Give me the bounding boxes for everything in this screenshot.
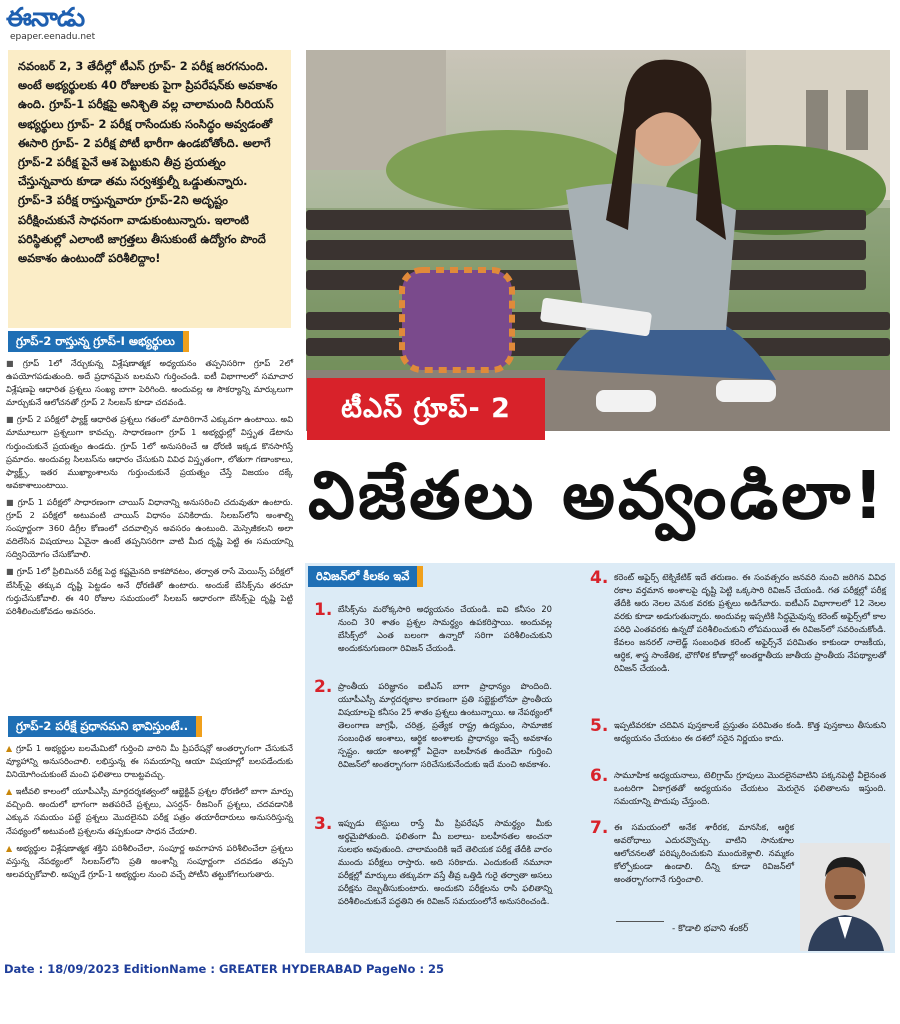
revision-item: ప్రాంతీయ పరిజ్ఞానం ఐటీఎస్ బాగా ప్రాధాన్యం పొందింది. యూపీఎస్సీ మార్గదర్శకాల కారణంగా ప్రతి సబ్జెక్టులోనూ ప్రాంతీయ విషయాలపై కనీసం 25 శాతం ప్రశ్నలు ఉంటున్నాయి. ఆ నేపథ్యంలో తెలంగాణ జాగ్రఫీ, చరిత్ర, ప్రత్యేక రాష్ట్ర ఉద్యమం, సామాజిక సంబంధిత అంశాలు, ఆర్థిక అంశాలకు ప్రాధాన్యం ఇచ్చే అవకాశం స్పష్టం. ఆయా అంశాల్లో ఏదైనా బలహీనత ఉందేమో గుర్తించి రివిజన్‌లో అంతర్భాగంగా సరిచేసుకునేందుకు ఇదే మంచి అవకాశం. xyxy=(338,681,552,769)
student-photo xyxy=(306,50,890,431)
revision-item: ఇప్పుడు టెస్టులు రాస్తే మీ ప్రిపరేషన్ సామర్థ్యం మీకు అర్థమైపోతుంది. ఫలితంగా మీ బలాలు- బలహీనతల అంచనా సులభం అవుతుంది. చాలామందికి ఇదే తెలియక పరీక్ష తేదీకి వారం ముందు పరీక్షలు రాస్తారు. అది సరికాదు. ఎందుకంటే నమూనా పరీక్షల్లో మార్కులు తక్కువగా వస్తే తీవ్ర ఒత్తిడి గురై తర్వాతా అసలు పరీక్షను దెబ్బతీసుకుంటారు. అందుకని పరీక్షలను రాసి ఫలితాన్ని పరిశీలించుకునే పద్ధతిని ఈ రివిజన్ సమయంలోనే అనుసరించండి. xyxy=(338,818,552,906)
author-photo xyxy=(800,843,890,951)
author-divider xyxy=(616,921,664,922)
series-tag: టీఎస్ గ్రూప్- 2 xyxy=(307,378,545,440)
section2-body xyxy=(6,742,293,954)
revision-number: 7. xyxy=(590,818,609,838)
revision-item: బేసిక్స్‌ను మరోక్కసారి అధ్యయనం చేయండి. ఐవి కనీసం 20 నుంచి 30 శాతం ప్రశ్నల సామర్థ్యం ఉపకరిస్తాయి. అందువల్ల బేసిక్స్‌లో ఎంత బలంగా ఉన్నారో సరిగా పరిశీలించుకుని అందుకనుగుణంగా రివిజన్ చేయండి. xyxy=(338,604,552,653)
revision-number: 2. xyxy=(314,677,333,697)
revision-number: 5. xyxy=(590,716,609,736)
masthead-logo[interactable] xyxy=(6,4,116,44)
section2-para: ▲ అభ్యర్థుల విశ్లేషణాత్మక శక్తిని పరిశీలించేలా, సంపూర్ణ అవగాహన పరిశీలించేలా ప్రశ్నలు వస్తున్న నేపథ్యంలో సిలబస్‌లోని ప్రతి అంశాన్నీ సంపూర్ణంగా చదవడం తప్పని అలవర్చుకోవాలి. అప్పుడే గ్రూప్-1 అభ్యర్థుల నుంచి వచ్చే పోటీని తట్టుకోగలుగుతారు. xyxy=(6,842,293,879)
edition-footer: Date : 18/09/2023 EditionName : GREATER HYDERABAD PageNo : 25 xyxy=(4,962,445,976)
section2-para: ▲ గ్రూప్ 1 అభ్యర్థుల బలమేమిటో గుర్తించి వారిని మీ ప్రిపరేషన్లో అంతర్భాగంగా చేసుకునే వ్యూహాన్ని అనుసరించాలి. లభిస్తున్న ఈ సమయాన్ని ఆయా విషయాల్లో బలపడేందుకు వినియోగించుకుంటే మంచి ఫలితాలు రాబట్టవచ్చు. xyxy=(6,743,294,780)
section1-para: ■ గ్రూప్ 1లో ప్రిలిమినరీ పరీక్ష పెద్ద కష్టమైనది కాకపోవటం, తర్వాత రాసే మెయిన్స్ పరీక్షలో బేసిక్స్‌పై తక్కువ దృష్టి పెట్టడం అనే ధోరణితో ఉంటారు. అందుకే బేసిక్స్‌ను తరచూ గుర్తుచేసుకోవాలి. ఈ 40 రోజుల సమయంలో సిలబస్ ఆధారంగా బేసిక్స్‌పై దృష్టి పెట్టి పరిశీలించుకోవడం అవసరం. xyxy=(6,566,294,616)
section2-title: గ్రూప్-2 పరీక్షే ప్రధానమని భావిస్తుంటే.. xyxy=(8,716,196,737)
revision-number: 4. xyxy=(590,568,609,588)
revision-item: సామూహిక అధ్యయనాలు, టెలిగ్రామ్ గ్రూపులు మొదలైనవాటిని పక్కనపెట్టి వీలైనంత ఒంటరిగా ఏకాగ్రతతో అధ్యయనం చేయటం మెరుగైన ఫలితాలను ఇస్తుంది. సమయాన్ని పొదుపు చేస్తుంది. xyxy=(614,770,886,806)
logo-text: ఈనాడు xyxy=(6,3,85,33)
section1-title: గ్రూప్-2 రాస్తున్న గ్రూప్-I అభ్యర్థులు xyxy=(8,331,183,352)
section2-para: ▲ ఇటీవలి కాలంలో యూపీఎస్సీ మార్గదర్శకత్వంలో ఆబ్జెక్టివ్ ప్రశ్నల ధోరణిలో బాగా మార్పు వచ్చింది. అందులో భాగంగా జతపరిచే ప్రశ్నలు, ఎసర్షన్- రీజనింగ్ ప్రశ్నలు, చదవడానికి ఎక్కువ సమయం పట్టే ప్రశ్నలు మొదలైనవి పరీక్ష పత్రం తయారీదారులు అనుసరిస్తున్న నేపథ్యంలో అటువంటి ప్రశ్నలను తప్పకుండా సాధన చేయాలి. xyxy=(6,786,294,836)
revision-number: 3. xyxy=(314,814,333,834)
revision-title: రివిజన్‌లో కీలకం ఇవే xyxy=(308,566,417,587)
headline: విజేతలు అవ్వండిలా! xyxy=(308,457,887,534)
section1-body xyxy=(6,357,293,637)
revision-item: ఈ సమయంలో అనేక శారీరక, మానసిక, ఆర్థిక అవరోధాలు ఎదురవ్వొచ్చు. వాటిని సానుకూల ఆలోచనలతో పరిష్కరించుకుని ముందుకెళ్లాలి. నమ్మకం కోల్పోకుండా ఉండాలి. దీన్ని కూడా రివిజన్‌లో అంతర్భాగంగానే గుర్తించాలి. xyxy=(614,822,794,884)
revision-item: కరెంట్ అఫైర్స్ టెక్నికేటిక్ ఇదే తరుణం. ఈ సంవత్సరం జనవరి నుంచి జరిగిన వివిధ రకాల వర్తమాన అంశాలపై దృష్టి పెట్టి ఒక్కసారి రివిజన్ చేయండి. గత పరీక్షల్లో పరీక్ష తేదీకి ఆరు నెలల వెనుక వరకు ప్రశ్నలు అడిగేవారు. ఐటీఎస్ విభాగాలలో 12 నెలల వరకు కూడా అడుగుతున్నారు. అందువల్ల ఇప్పటికి సిద్ధమైవున్న కరెంట్ అఫైర్స్‌లో కాల పరిధి ఎంతవరకు ఉన్నదో పరిశీలించుకుని లోపమయితే ఈ రివిజన్‌లో సవరించుకోండి. కేవలం జనరల్ నాలెడ్జ్ సంబంధిత కరెంట్ అఫైర్స్‌నే పరిమితం కాకుండా రాజకీయ, ఆర్థిక, శాస్త్ర సాంకేతిక, భౌగోళిక కోణాల్లో అంతర్జాతీయ జాతీయ ప్రాంతీయ నేపథ్యాలతో రివిజన్ చేయండి. xyxy=(614,572,886,673)
revision-number: 1. xyxy=(314,600,333,620)
logo-site: epaper.eenadu.net xyxy=(10,32,96,42)
revision-item: ఇప్పటివరకూ చదివిన పుస్తకాలకే ప్రస్తుతం పరిమితం కండి. కొత్త పుస్తకాలు తీసుకుని అధ్యయనం చేయటం ఈ దశలో సరైన నిర్ణయం కాదు. xyxy=(614,720,886,743)
section1-para: ■ గ్రూప్ 1 పరీక్షలో సాధారణంగా చాయిస్ విధానాన్ని అనుసరించి చదువుతూ ఉంటారు. గ్రూప్ 2 పరీక్షలో అటువంటి చాయిస్ విధానం పనికిరాదు. సిలబస్‌లోని అంశాల్ని సంపూర్ణంగా 360 డిగ్రీల కోణంలో చదవాల్సిన అవసరం ఉంటుంది. మెస్సెజీకలని అలా వదిలేసిన విషయాలు ఏవైనా ఉంటే తప్పనిసరిగా వాటి మీద దృష్టి పెట్టి ఈ సమయాన్ని సద్వినియోగం చేసుకోవాలి. xyxy=(6,496,294,560)
author-photo-art xyxy=(800,843,890,951)
student-photo-art xyxy=(306,50,890,431)
revision-number: 6. xyxy=(590,766,609,786)
section1-para: ■ గ్రూప్ 1లో నేర్చుకున్న విశ్లేషణాత్మక అధ్యయనం తప్పనిసరిగా గ్రూప్ 2లో ఉపయోగపడుతుంది. అదే ప్రధానమైన బలమని గుర్తించండి. ఐటీ విభాగాలలో సమాచార విశ్లేషణపై ఆధారిత ప్రశ్నలు సంఖ్య బాగా పెరిగింది. అందువల్ల ఆ సౌకర్యాన్ని మార్కులుగా మార్చుకునే ఆలోచనతో గ్రూప్ 2 సిలబస్ కూడా చదవండి. xyxy=(6,358,293,408)
author-name: - కొడాలి భవాని శంకర్ xyxy=(672,924,749,934)
intro-paragraph: నవంబర్ 2, 3 తేదీల్లో టీఎస్ గ్రూప్- 2 పరీక్ష జరగనుంది. అంటే అభ్యర్థులకు 40 రోజులకు పైగా ప్రిపరేషన్‌కు అవకాశం ఉంది. గ్రూప్-1 పరీక్షపై అనిశ్చితి వల్ల చాలామంది సీరియస్ అభ్యర్థులు గ్రూప్- 2 పరీక్ష రాసేందుకు సంసిద్ధం అవ్వడంతో ఈసారి గ్రూప్- 2 పరీక్ష పోటీ భారీగా ఉండబోతోంది. అలాగే గ్రూప్-2 పరీక్ష పైనే ఆశ పెట్టుకుని తీవ్ర ప్రయత్నం చేస్తున్నవారు కూడా తమ సర్వశక్తుల్నీ ఒడ్డుతున్నారు. గ్రూప్-3 పరీక్ష రాస్తున్నవారూ గ్రూప్-2ని అదృష్టం పరీక్షించుకునే సాధనంగా వాడుకుంటున్నారు. ఇలాంటి పరిస్థితుల్లో ఎలాంటి జాగ్రత్తలు తీసుకుంటే ఉద్యోగం పొందే అవకాశం ఉంటుందో పరిశీలిద్దాం! xyxy=(8,50,291,328)
section1-para: ■ గ్రూప్ 2 పరీక్షలో ఫ్యాక్ట్ ఆధారిత ప్రశ్నలు గతంలో మాదిరిగానే ఎక్కువగా ఉంటాయి. అవి మామూలుగా ప్రశ్నలుగా కావచ్చు. సాధారణంగా గ్రూప్ 1 అభ్యర్థుల్లో విస్తృత డేటాను గుర్తుంచుకునే ప్రయత్నం ఉండదు. గ్రూప్ 1లో అనుసరించే ఆ ధోరణి ఇక్కడ కొనసాగిస్తే ప్రమాదం. అందువల్ల సిలబస్‌ను ఆధారం చేసుకుని వివిధ విస్తృతంగా, లోతుగా గణాంకాలు, ఫ్యాక్ట్స్, ఇతర ముఖ్యాంశాలను గుర్తుంచుకునే ప్రయత్నం చేస్తే విజయం దక్కే అవకాశాలుంటాయి. xyxy=(6,414,294,490)
